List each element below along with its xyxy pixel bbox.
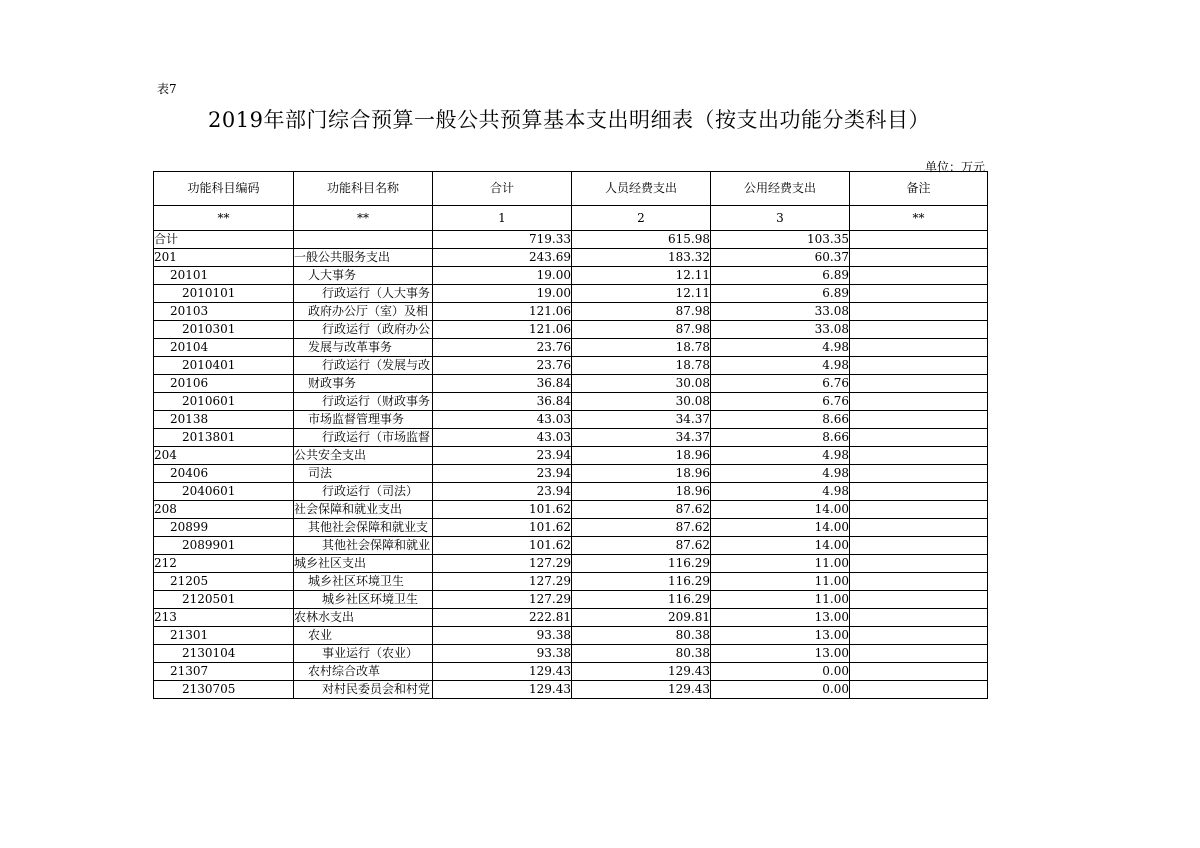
total-cell: 121.06 xyxy=(433,321,572,339)
personnel-cell: 87.98 xyxy=(572,321,711,339)
personnel-cell: 87.62 xyxy=(572,501,711,519)
total-cell: 23.94 xyxy=(433,483,572,501)
table-row xyxy=(154,303,988,321)
public-cell: 6.76 xyxy=(711,393,850,411)
index-cell: ** xyxy=(154,206,294,231)
total-cell: 719.33 xyxy=(433,231,572,249)
code-cell: 2010301 xyxy=(154,321,294,339)
header-cell-personnel: 人员经费支出 xyxy=(572,172,711,206)
table-row xyxy=(154,681,988,699)
total-cell: 23.94 xyxy=(433,447,572,465)
code-cell: 2130705 xyxy=(154,681,294,699)
code-cell: 21301 xyxy=(154,627,294,645)
total-cell: 127.29 xyxy=(433,591,572,609)
note-cell xyxy=(850,573,988,591)
name-cell: 农村综合改革 xyxy=(294,663,433,681)
header-cell-code: 功能科目编码 xyxy=(154,172,294,206)
code-cell: 2010601 xyxy=(154,393,294,411)
name-cell: 其他社会保障和就业支 xyxy=(294,519,433,537)
table-row xyxy=(154,573,988,591)
note-cell xyxy=(850,285,988,303)
code-cell: 213 xyxy=(154,609,294,627)
table-row xyxy=(154,537,988,555)
code-cell: 204 xyxy=(154,447,294,465)
public-cell: 4.98 xyxy=(711,483,850,501)
table-row xyxy=(154,267,988,285)
total-cell: 127.29 xyxy=(433,555,572,573)
personnel-cell: 116.29 xyxy=(572,573,711,591)
name-cell: 财政事务 xyxy=(294,375,433,393)
budget-table xyxy=(153,171,988,699)
code-cell: 2130104 xyxy=(154,645,294,663)
total-cell: 129.43 xyxy=(433,681,572,699)
public-cell: 6.89 xyxy=(711,267,850,285)
name-cell: 其他社会保障和就业 xyxy=(294,537,433,555)
personnel-cell: 18.78 xyxy=(572,357,711,375)
total-cell: 127.29 xyxy=(433,573,572,591)
code-cell: 20104 xyxy=(154,339,294,357)
note-cell xyxy=(850,303,988,321)
note-cell xyxy=(850,519,988,537)
public-cell: 13.00 xyxy=(711,609,850,627)
table-row xyxy=(154,555,988,573)
name-cell: 人大事务 xyxy=(294,267,433,285)
name-cell: 市场监督管理事务 xyxy=(294,411,433,429)
public-cell: 60.37 xyxy=(711,249,850,267)
personnel-cell: 615.98 xyxy=(572,231,711,249)
note-cell xyxy=(850,465,988,483)
name-cell: 行政运行（市场监督 xyxy=(294,429,433,447)
table-row xyxy=(154,465,988,483)
personnel-cell: 30.08 xyxy=(572,375,711,393)
public-cell: 4.98 xyxy=(711,465,850,483)
code-cell: 20106 xyxy=(154,375,294,393)
public-cell: 0.00 xyxy=(711,681,850,699)
name-cell: 司法 xyxy=(294,465,433,483)
name-cell: 发展与改革事务 xyxy=(294,339,433,357)
note-cell xyxy=(850,411,988,429)
table-row xyxy=(154,339,988,357)
public-cell: 8.66 xyxy=(711,411,850,429)
code-cell: 212 xyxy=(154,555,294,573)
name-cell: 行政运行（财政事务 xyxy=(294,393,433,411)
note-cell xyxy=(850,267,988,285)
total-cell: 19.00 xyxy=(433,285,572,303)
note-cell xyxy=(850,447,988,465)
personnel-cell: 129.43 xyxy=(572,663,711,681)
header-cell-note: 备注 xyxy=(850,172,988,206)
code-cell: 21307 xyxy=(154,663,294,681)
total-cell: 101.62 xyxy=(433,537,572,555)
total-cell: 23.94 xyxy=(433,465,572,483)
name-cell: 农业 xyxy=(294,627,433,645)
personnel-cell: 80.38 xyxy=(572,645,711,663)
unit-label: 单位：万元 xyxy=(924,160,985,174)
public-cell: 4.98 xyxy=(711,357,850,375)
table-row xyxy=(154,285,988,303)
header-row xyxy=(154,172,988,206)
index-cell: 1 xyxy=(433,206,572,231)
total-cell: 36.84 xyxy=(433,393,572,411)
public-cell: 11.00 xyxy=(711,555,850,573)
code-cell: 20406 xyxy=(154,465,294,483)
public-cell: 14.00 xyxy=(711,537,850,555)
note-cell xyxy=(850,393,988,411)
personnel-cell: 12.11 xyxy=(572,267,711,285)
public-cell: 14.00 xyxy=(711,501,850,519)
name-cell: 行政运行（发展与改 xyxy=(294,357,433,375)
note-cell xyxy=(850,681,988,699)
table-row xyxy=(154,609,988,627)
name-cell: 对村民委员会和村党 xyxy=(294,681,433,699)
code-cell: 2089901 xyxy=(154,537,294,555)
total-cell: 93.38 xyxy=(433,645,572,663)
index-cell: 2 xyxy=(572,206,711,231)
name-cell: 行政运行（人大事务 xyxy=(294,285,433,303)
name-cell: 城乡社区环境卫生 xyxy=(294,573,433,591)
personnel-cell: 18.96 xyxy=(572,447,711,465)
personnel-cell: 18.96 xyxy=(572,483,711,501)
total-cell: 36.84 xyxy=(433,375,572,393)
public-cell: 4.98 xyxy=(711,447,850,465)
personnel-cell: 80.38 xyxy=(572,627,711,645)
personnel-cell: 12.11 xyxy=(572,285,711,303)
code-cell: 201 xyxy=(154,249,294,267)
public-cell: 6.89 xyxy=(711,285,850,303)
table-number-label: 表7 xyxy=(157,82,177,96)
note-cell xyxy=(850,429,988,447)
code-cell: 208 xyxy=(154,501,294,519)
note-cell xyxy=(850,627,988,645)
code-cell: 20103 xyxy=(154,303,294,321)
note-cell xyxy=(850,555,988,573)
personnel-cell: 129.43 xyxy=(572,681,711,699)
note-cell xyxy=(850,357,988,375)
header-cell-name: 功能科目名称 xyxy=(294,172,433,206)
note-cell xyxy=(850,483,988,501)
personnel-cell: 116.29 xyxy=(572,555,711,573)
total-cell: 222.81 xyxy=(433,609,572,627)
table-row xyxy=(154,249,988,267)
total-cell: 101.62 xyxy=(433,501,572,519)
code-cell: 2013801 xyxy=(154,429,294,447)
personnel-cell: 116.29 xyxy=(572,591,711,609)
total-cell: 23.76 xyxy=(433,339,572,357)
name-cell: 行政运行（司法） xyxy=(294,483,433,501)
note-cell xyxy=(850,339,988,357)
personnel-cell: 34.37 xyxy=(572,429,711,447)
note-cell xyxy=(850,501,988,519)
total-cell: 101.62 xyxy=(433,519,572,537)
public-cell: 14.00 xyxy=(711,519,850,537)
note-cell xyxy=(850,249,988,267)
note-cell xyxy=(850,591,988,609)
public-cell: 33.08 xyxy=(711,321,850,339)
table-row xyxy=(154,411,988,429)
public-cell: 6.76 xyxy=(711,375,850,393)
code-cell: 2040601 xyxy=(154,483,294,501)
total-cell: 243.69 xyxy=(433,249,572,267)
public-cell: 103.35 xyxy=(711,231,850,249)
name-cell: 城乡社区支出 xyxy=(294,555,433,573)
note-cell xyxy=(850,321,988,339)
code-cell: 20101 xyxy=(154,267,294,285)
table-row xyxy=(154,501,988,519)
total-cell: 93.38 xyxy=(433,627,572,645)
code-cell: 20138 xyxy=(154,411,294,429)
public-cell: 4.98 xyxy=(711,339,850,357)
index-cell: 3 xyxy=(711,206,850,231)
total-cell: 129.43 xyxy=(433,663,572,681)
public-cell: 11.00 xyxy=(711,591,850,609)
code-cell: 21205 xyxy=(154,573,294,591)
index-cell: ** xyxy=(294,206,433,231)
personnel-cell: 18.96 xyxy=(572,465,711,483)
total-cell: 19.00 xyxy=(433,267,572,285)
total-cell: 43.03 xyxy=(433,429,572,447)
table-row xyxy=(154,321,988,339)
personnel-cell: 87.62 xyxy=(572,537,711,555)
public-cell: 33.08 xyxy=(711,303,850,321)
name-cell: 农林水支出 xyxy=(294,609,433,627)
table-row xyxy=(154,627,988,645)
total-cell: 43.03 xyxy=(433,411,572,429)
table-row xyxy=(154,429,988,447)
note-cell xyxy=(850,231,988,249)
table-row xyxy=(154,663,988,681)
page-title: 2019年部门综合预算一般公共预算基本支出明细表（按支出功能分类科目） xyxy=(208,108,930,132)
note-cell xyxy=(850,375,988,393)
code-cell: 2010101 xyxy=(154,285,294,303)
table-row xyxy=(154,519,988,537)
table-row xyxy=(154,357,988,375)
personnel-cell: 183.32 xyxy=(572,249,711,267)
name-cell: 行政运行（政府办公 xyxy=(294,321,433,339)
personnel-cell: 87.62 xyxy=(572,519,711,537)
table-row xyxy=(154,483,988,501)
personnel-cell: 209.81 xyxy=(572,609,711,627)
note-cell xyxy=(850,645,988,663)
index-cell: ** xyxy=(850,206,988,231)
name-cell xyxy=(294,231,433,249)
public-cell: 8.66 xyxy=(711,429,850,447)
name-cell: 政府办公厅（室）及相 xyxy=(294,303,433,321)
table-row xyxy=(154,591,988,609)
personnel-cell: 34.37 xyxy=(572,411,711,429)
table-row xyxy=(154,447,988,465)
table-row xyxy=(154,231,988,249)
note-cell xyxy=(850,537,988,555)
personnel-cell: 87.98 xyxy=(572,303,711,321)
table-row xyxy=(154,645,988,663)
name-cell: 公共安全支出 xyxy=(294,447,433,465)
header-cell-public: 公用经费支出 xyxy=(711,172,850,206)
public-cell: 0.00 xyxy=(711,663,850,681)
table-row xyxy=(154,375,988,393)
header-cell-total: 合计 xyxy=(433,172,572,206)
code-cell: 20899 xyxy=(154,519,294,537)
name-cell: 城乡社区环境卫生 xyxy=(294,591,433,609)
note-cell xyxy=(850,609,988,627)
total-cell: 23.76 xyxy=(433,357,572,375)
code-cell: 合计 xyxy=(154,231,294,249)
name-cell: 事业运行（农业） xyxy=(294,645,433,663)
public-cell: 13.00 xyxy=(711,645,850,663)
name-cell: 一般公共服务支出 xyxy=(294,249,433,267)
code-cell: 2010401 xyxy=(154,357,294,375)
personnel-cell: 30.08 xyxy=(572,393,711,411)
public-cell: 13.00 xyxy=(711,627,850,645)
public-cell: 11.00 xyxy=(711,573,850,591)
name-cell: 社会保障和就业支出 xyxy=(294,501,433,519)
total-cell: 121.06 xyxy=(433,303,572,321)
table-row xyxy=(154,393,988,411)
index-row xyxy=(154,206,988,231)
note-cell xyxy=(850,663,988,681)
code-cell: 2120501 xyxy=(154,591,294,609)
personnel-cell: 18.78 xyxy=(572,339,711,357)
